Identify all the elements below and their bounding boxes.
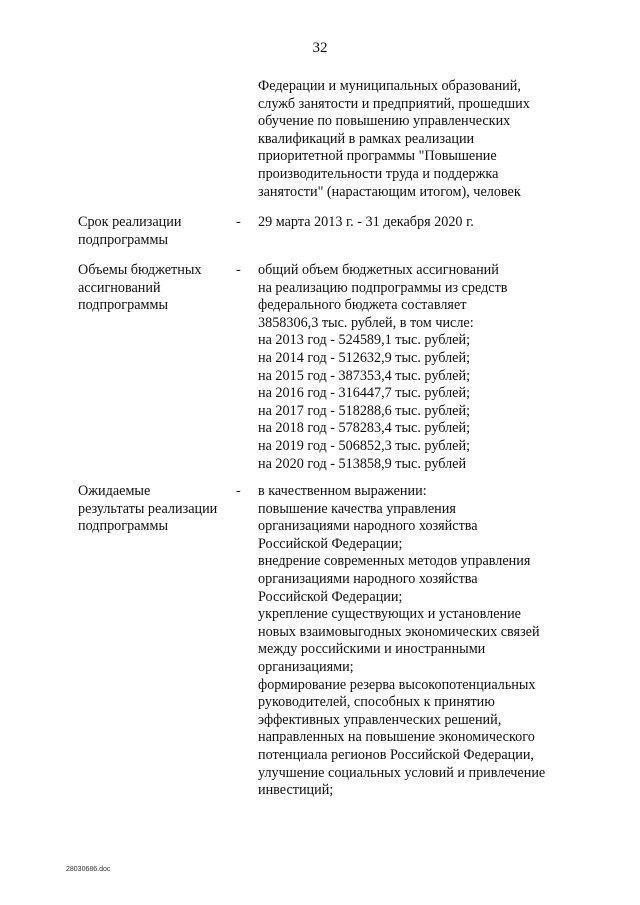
row-label-line: подпрограммы [78, 518, 168, 535]
row-value-line: направленных на повышение экономического [258, 729, 535, 746]
row-label-line: подпрограммы [78, 297, 168, 314]
row-value-line: формирование резерва высокопотенциальных [258, 676, 536, 693]
row-value-line: на 2013 год - 524589,1 тыс. рублей; [258, 332, 471, 349]
intro-line: производительности труда и поддержка [258, 165, 499, 182]
row-dash: - [236, 262, 241, 278]
row-value-line: на 2014 год - 512632,9 тыс. рублей; [258, 349, 471, 366]
intro-line: служб занятости и предприятий, прошедших [258, 95, 530, 112]
row-value-line: федерального бюджета составляет [258, 297, 467, 314]
row-value-line: общий объем бюджетных ассигнований [258, 262, 499, 278]
row-value-line: эффективных управленческих решений, [258, 711, 502, 728]
row-value-line: повышение качества управления [258, 500, 456, 517]
row-value-line: между российскими и иностранными [258, 641, 486, 658]
row-value-line: организациями народного хозяйства [258, 570, 478, 587]
page-number: 32 [312, 40, 328, 56]
row-value-line: организациями народного хозяйства [258, 518, 478, 535]
document-file-code: 28030686.doc [66, 866, 111, 873]
row-value [258, 214, 588, 232]
row-label [78, 483, 228, 536]
row-value-line: Российской Федерации; [258, 588, 403, 605]
intro-line: Федерации и муниципальных образований, [258, 78, 521, 94]
row-value-line: на 2015 год - 387353,4 тыс. рублей; [258, 367, 471, 384]
row-dash: - [236, 483, 241, 499]
row-value-line: новых взаимовыгодных экономических связей [258, 623, 540, 640]
row-value-line: внедрение современных методов управления [258, 553, 531, 570]
row-value-line: в качественном выражении: [258, 483, 427, 499]
row-label [78, 262, 228, 315]
row-value-line: улучшение социальных условий и привлечение [258, 764, 546, 781]
row-value-line: потенциала регионов Российской Федерации, [258, 746, 534, 763]
row-value-line: 29 марта 2013 г. - 31 декабря 2020 г. [258, 214, 474, 230]
intro-line: квалификаций в рамках реализации [258, 130, 475, 147]
row-value-line: инвестиций; [258, 782, 334, 799]
row-value [258, 262, 588, 473]
row-label-line: ассигнований [78, 279, 161, 296]
row-value-line: на 2018 год - 578283,4 тыс. рублей; [258, 420, 471, 437]
row-value-line: на реализацию подпрограммы из средств [258, 279, 508, 296]
intro-line: приоритетной программы "Повышение [258, 148, 497, 165]
row-value-line: Российской Федерации; [258, 535, 403, 552]
row-label-line: результаты реализации [78, 500, 218, 517]
row-value [258, 483, 588, 800]
row-value-line: на 2017 год - 518288,6 тыс. рублей; [258, 402, 471, 419]
row-dash: - [236, 214, 241, 230]
row-value-line: на 2019 год - 506852,3 тыс. рублей; [258, 437, 471, 454]
intro-continuation-text [258, 78, 588, 201]
row-label [78, 214, 228, 249]
row-value-line: руководителей, способных к принятию [258, 694, 495, 711]
row-value-line: на 2020 год - 513858,9 тыс. рублей [258, 455, 467, 472]
row-value-line: организациями; [258, 658, 354, 675]
row-label-line: подпрограммы [78, 231, 168, 248]
row-value-line: укрепление существующих и установление [258, 606, 521, 623]
row-label-line: Ожидаемые [78, 483, 151, 499]
intro-line: обучение по повышению управленческих [258, 113, 511, 130]
row-label-line: Объемы бюджетных [78, 262, 202, 278]
row-label-line: Срок реализации [78, 214, 182, 230]
intro-line: занятости" (нарастающим итогом), человек [258, 183, 521, 200]
row-value-line: 3858306,3 тыс. рублей, в том числе: [258, 314, 474, 331]
row-value-line: на 2016 год - 316447,7 тыс. рублей; [258, 385, 471, 402]
